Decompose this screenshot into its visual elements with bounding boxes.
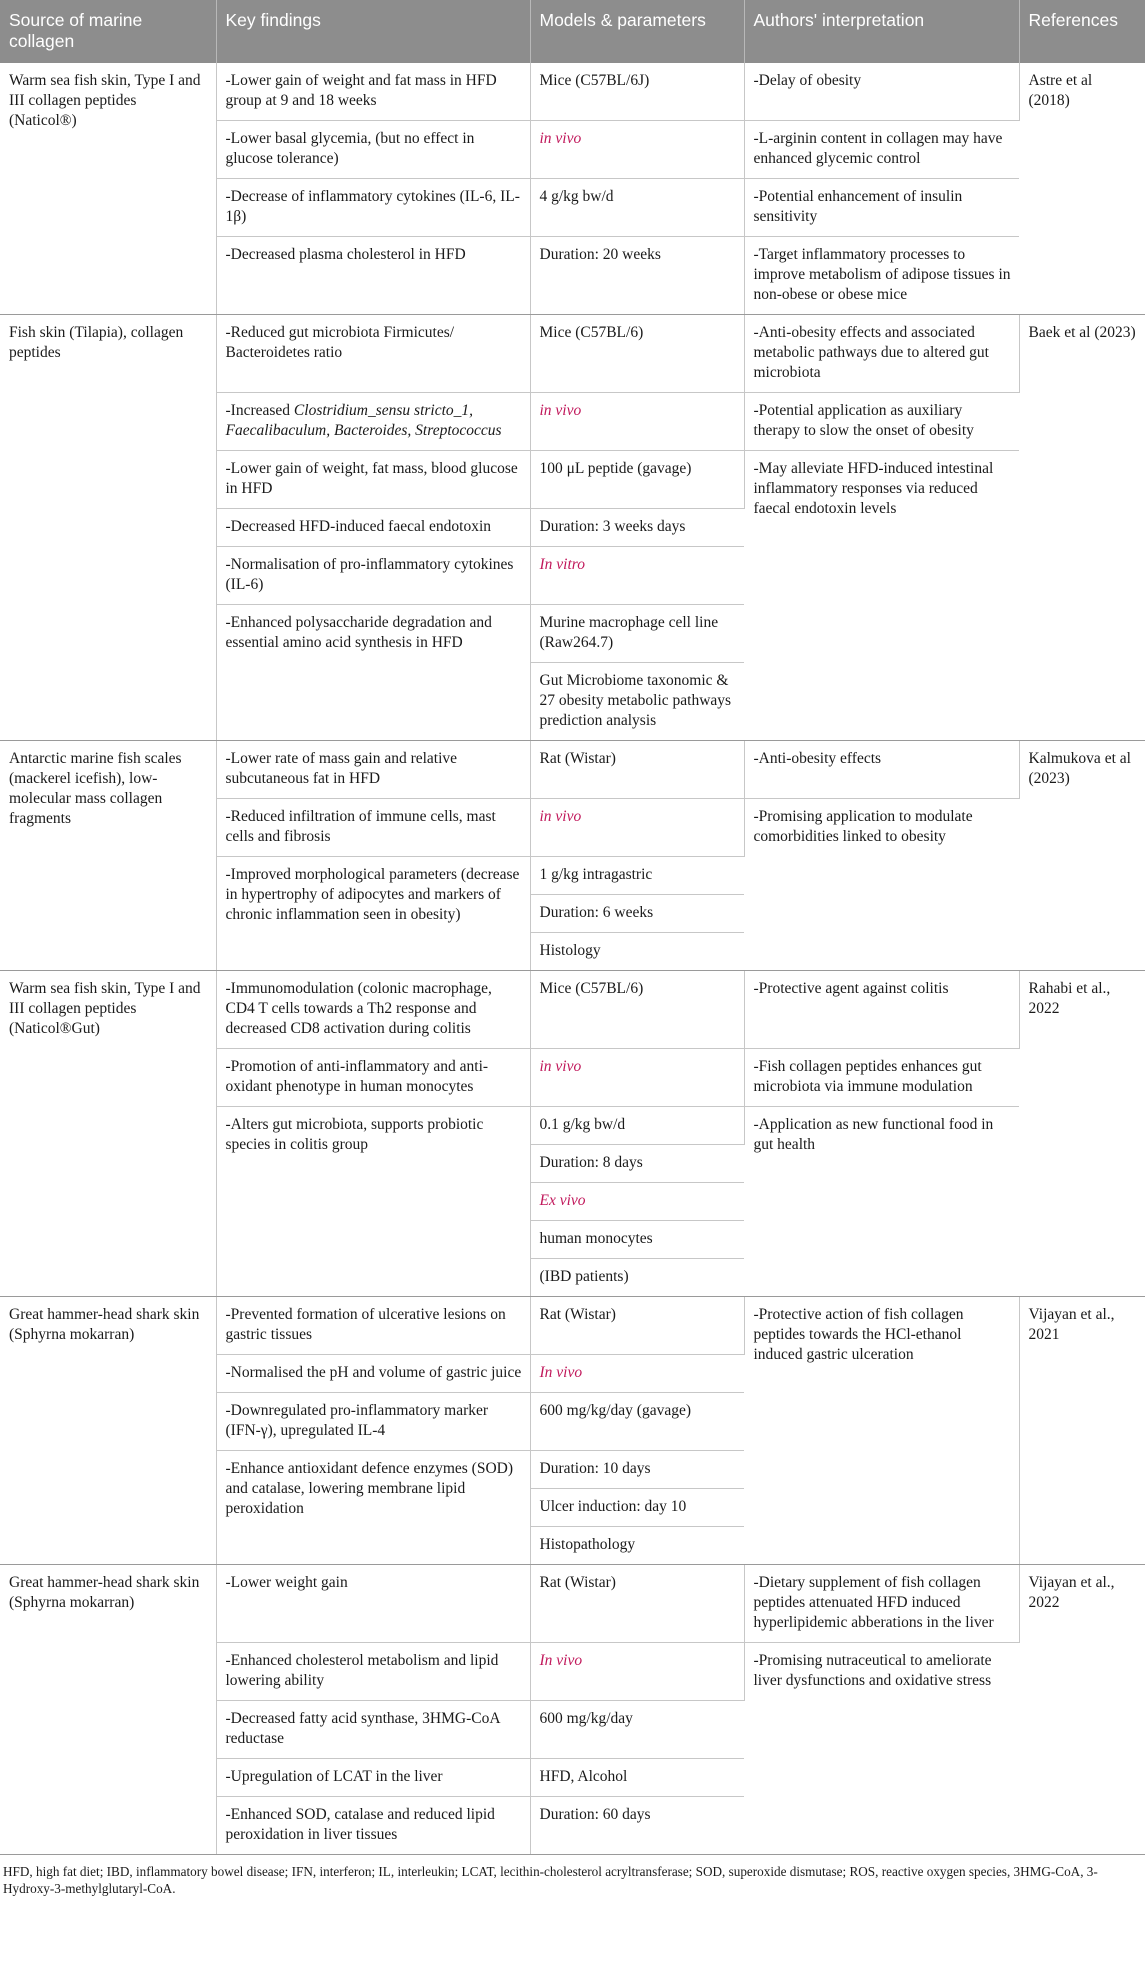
finding-cell: -Lower gain of weight and fat mass in HFD group at 9 and 18 weeks (216, 63, 530, 121)
reference-cell: Kalmukova et al (2023) (1019, 741, 1145, 971)
finding-cell: -Lower basal glycemia, (but no effect in glucose tolerance) (216, 121, 530, 179)
finding-cell: -Lower gain of weight, fat mass, blood glucose in HFD (216, 451, 530, 509)
interpretation-cell: -Delay of obesity (744, 63, 1019, 121)
model-cell: Ex vivo (530, 1183, 744, 1221)
finding-cell: -Improved morphological parameters (decrease in hypertrophy of adipocytes and markers of chronic inflammation seen in obesity) (216, 857, 530, 971)
header-interpretation: Authors' interpretation (744, 0, 1019, 63)
finding-cell: -Downregulated pro-inflammatory marker (IFN-γ), upregulated IL-4 (216, 1393, 530, 1451)
model-cell: in vivo (530, 393, 744, 451)
model-cell: 600 mg/kg/day (530, 1701, 744, 1759)
model-cell: Rat (Wistar) (530, 1565, 744, 1643)
interpretation-cell: -Potential application as auxiliary therapy to slow the onset of obesity (744, 393, 1019, 451)
interpretation-cell: -Target inflammatory processes to improve metabolism of adipose tissues in non-obese or obese mice (744, 237, 1019, 315)
model-cell: (IBD patients) (530, 1259, 744, 1297)
finding-cell: -Reduced infiltration of immune cells, mast cells and fibrosis (216, 799, 530, 857)
finding-cell (216, 393, 530, 451)
reference-cell: Baek et al (2023) (1019, 315, 1145, 741)
model-cell: 1 g/kg intragastric (530, 857, 744, 895)
finding-cell: -Lower weight gain (216, 1565, 530, 1643)
interpretation-cell: -Dietary supplement of fish collagen peptides attenuated HFD induced hyperlipidemic abberations in the liver (744, 1565, 1019, 1643)
interpretation-cell: -Fish collagen peptides enhances gut microbiota via immune modulation (744, 1049, 1019, 1107)
interpretation-cell: -L-arginin content in collagen may have enhanced glycemic control (744, 121, 1019, 179)
reference-cell: Vijayan et al., 2022 (1019, 1565, 1145, 1855)
reference-cell: Astre et al (2018) (1019, 63, 1145, 315)
model-cell: Histology (530, 933, 744, 971)
model-cell: 4 g/kg bw/d (530, 179, 744, 237)
model-cell: HFD, Alcohol (530, 1759, 744, 1797)
model-cell: Duration: 10 days (530, 1451, 744, 1489)
source-cell: Warm sea fish skin, Type I and III collagen peptides (Naticol®) (0, 63, 216, 315)
model-cell: In vitro (530, 547, 744, 605)
finding-cell: -Decreased plasma cholesterol in HFD (216, 237, 530, 315)
source-cell: Great hammer-head shark skin (Sphyrna mokarran) (0, 1297, 216, 1565)
model-cell: Duration: 20 weeks (530, 237, 744, 315)
model-cell: Duration: 3 weeks days (530, 509, 744, 547)
model-cell: Murine macrophage cell line (Raw264.7) (530, 605, 744, 663)
interpretation-cell: -Anti-obesity effects and associated metabolic pathways due to altered gut microbiota (744, 315, 1019, 393)
interpretation-cell: -Potential enhancement of insulin sensitivity (744, 179, 1019, 237)
table-row (0, 63, 1145, 121)
source-cell: Warm sea fish skin, Type I and III collagen peptides (Naticol®Gut) (0, 971, 216, 1297)
finding-cell: -Immunomodulation (colonic macrophage, CD4 T cells towards a Th2 response and decreased CD8 activation during colitis (216, 971, 530, 1049)
model-cell: Rat (Wistar) (530, 741, 744, 799)
finding-text: -Increased (225, 402, 291, 419)
finding-cell: -Enhanced SOD, catalase and reduced lipid peroxidation in liver tissues (216, 1797, 530, 1855)
source-cell: Fish skin (Tilapia), collagen peptides (0, 315, 216, 741)
bacteria-names: Clostridium_sensu stricto_1, Faecalibaculum, Bacteroides, Streptococcus (225, 402, 502, 439)
header-row (0, 0, 1145, 63)
interpretation-cell: -May alleviate HFD-induced intestinal inflammatory responses via reduced faecal endotoxin levels (744, 451, 1019, 741)
header-source: Source of marine collagen (0, 0, 216, 63)
model-cell: Duration: 6 weeks (530, 895, 744, 933)
model-cell: human monocytes (530, 1221, 744, 1259)
interpretation-cell: -Protective agent against colitis (744, 971, 1019, 1049)
model-cell: Ulcer induction: day 10 (530, 1489, 744, 1527)
interpretation-cell: -Promising nutraceutical to ameliorate liver dysfunctions and oxidative stress (744, 1643, 1019, 1855)
finding-cell: -Normalised the pH and volume of gastric juice (216, 1355, 530, 1393)
finding-cell: -Promotion of anti-inflammatory and anti-oxidant phenotype in human monocytes (216, 1049, 530, 1107)
table-row (0, 741, 1145, 799)
finding-cell: -Upregulation of LCAT in the liver (216, 1759, 530, 1797)
model-cell: in vivo (530, 121, 744, 179)
model-cell: in vivo (530, 1049, 744, 1107)
model-cell: 600 mg/kg/day (gavage) (530, 1393, 744, 1451)
interpretation-cell: -Promising application to modulate comorbidities linked to obesity (744, 799, 1019, 971)
finding-cell: -Alters gut microbiota, supports probiotic species in colitis group (216, 1107, 530, 1297)
table-footnote: HFD, high fat diet; IBD, inflammatory bowel disease; IFN, interferon; IL, interleukin; LCAT, lecithin-cholesterol acryltransferase; SOD, superoxide dismutase; ROS, reactive oxygen species, 3HMG-CoA, 3-Hydroxy-3-methylglutaryl-CoA. (3, 1864, 1098, 1896)
table-row (0, 1565, 1145, 1643)
model-cell: Duration: 8 days (530, 1145, 744, 1183)
finding-cell: -Reduced gut microbiota Firmicutes/ Bacteroidetes ratio (216, 315, 530, 393)
model-cell: In vivo (530, 1355, 744, 1393)
header-references: References (1019, 0, 1145, 63)
reference-cell: Rahabi et al., 2022 (1019, 971, 1145, 1297)
table-row (0, 971, 1145, 1049)
table-row (0, 315, 1145, 393)
model-cell: Mice (C57BL/6J) (530, 63, 744, 121)
header-models: Models & parameters (530, 0, 744, 63)
finding-cell: -Decreased fatty acid synthase, 3HMG-CoA reductase (216, 1701, 530, 1759)
model-cell: Mice (C57BL/6) (530, 315, 744, 393)
source-cell: Great hammer-head shark skin (Sphyrna mokarran) (0, 1565, 216, 1855)
model-cell: Mice (C57BL/6) (530, 971, 744, 1049)
finding-cell: -Decrease of inflammatory cytokines (IL-6, IL-1β) (216, 179, 530, 237)
finding-cell: -Lower rate of mass gain and relative subcutaneous fat in HFD (216, 741, 530, 799)
table-row (0, 1297, 1145, 1355)
model-cell: Rat (Wistar) (530, 1297, 744, 1355)
finding-cell: -Enhance antioxidant defence enzymes (SOD) and catalase, lowering membrane lipid peroxidation (216, 1451, 530, 1565)
reference-cell: Vijayan et al., 2021 (1019, 1297, 1145, 1565)
model-cell: 0.1 g/kg bw/d (530, 1107, 744, 1145)
model-cell: Gut Microbiome taxonomic & 27 obesity metabolic pathways prediction analysis (530, 663, 744, 741)
header-findings: Key findings (216, 0, 530, 63)
source-cell: Antarctic marine fish scales (mackerel icefish), low-molecular mass collagen fragments (0, 741, 216, 971)
model-cell: 100 μL peptide (gavage) (530, 451, 744, 509)
model-cell: Histopathology (530, 1527, 744, 1565)
model-cell: Duration: 60 days (530, 1797, 744, 1855)
model-cell: In vivo (530, 1643, 744, 1701)
interpretation-cell: -Anti-obesity effects (744, 741, 1019, 799)
finding-cell: -Prevented formation of ulcerative lesions on gastric tissues (216, 1297, 530, 1355)
finding-cell: -Decreased HFD-induced faecal endotoxin (216, 509, 530, 547)
model-cell: in vivo (530, 799, 744, 857)
interpretation-cell: -Protective action of fish collagen peptides towards the HCl-ethanol induced gastric ulceration (744, 1297, 1019, 1565)
finding-cell: -Normalisation of pro-inflammatory cytokines (IL-6) (216, 547, 530, 605)
interpretation-cell: -Application as new functional food in gut health (744, 1107, 1019, 1297)
finding-cell: -Enhanced cholesterol metabolism and lipid lowering ability (216, 1643, 530, 1701)
finding-cell: -Enhanced polysaccharide degradation and essential amino acid synthesis in HFD (216, 605, 530, 741)
